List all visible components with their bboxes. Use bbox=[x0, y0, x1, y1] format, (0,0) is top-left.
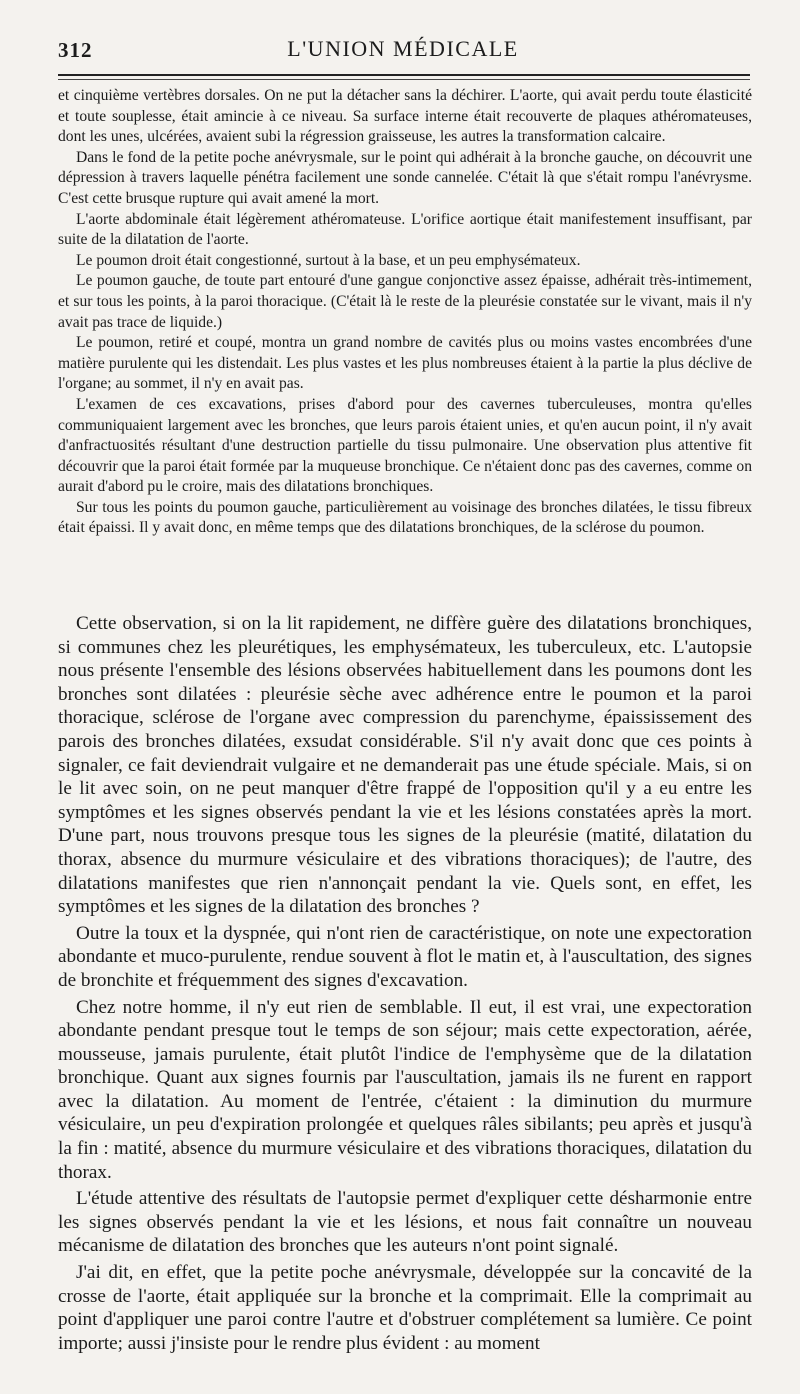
paragraph: Le poumon, retiré et coupé, montra un grand nombre de cavités plus ou moins vastes encombrées d'une matière purulente qui les distendait. Les plus vastes et les plus nombreuses étaient à la partie la plus déclive de l'organe; au sommet, il n'y en avait pas. bbox=[58, 334, 752, 393]
paragraph: L'examen de ces excavations, prises d'abord pour des cavernes tuberculeuses, montra qu'elles communiquaient largement avec les bronches, que leurs parois étaient unies, et qu'en aucun point, il n'y avait d'anfractuosités résultant d'une destruction partielle du tissu pulmonaire. Une observation plus attentive fit découvrir que la paroi était formée par la muqueuse bronchique. Ce n'étaient donc pas des cavernes, comme on aurait d'abord pu le croire, mais des dilatations bronchiques. bbox=[58, 395, 752, 496]
paragraph: Dans le fond de la petite poche anévrysmale, sur le point qui adhérait à la bronche gauche, on découvrit une dépression à travers laquelle pénétra facilement une sonde cannelée. C'était là que s'était rompu l'anévrysme. C'est cette brusque rupture qui avait amené la mort. bbox=[58, 148, 752, 207]
page-header bbox=[58, 34, 748, 64]
paragraph: Chez notre homme, il n'y eut rien de semblable. Il eut, il est vrai, une expectoration abondante pendant presque tout le temps de son séjour; mais cette expectoration, aérée, mousseuse, jamais purulente, était plutôt l'indice de l'emphysème que de la dilatation bronchique. Quant aux signes fournis par l'auscultation, jamais ils ne furent en rapport avec la dilatation. Au moment de l'entrée, c'étaient : la diminution du murmure vésiculaire, un peu d'expiration prolongée et quelques râles sibilants; peu après et jusqu'à la fin : matité, absence du murmure vésiculaire et des vibrations thoraciques, dilatation du thorax. bbox=[58, 996, 752, 1183]
header-rule-thin bbox=[58, 79, 750, 80]
paragraph: Sur tous les points du poumon gauche, particulièrement au voisinage des bronches dilatées, le tissu fibreux était épaissi. Il y avait donc, en même temps que des dilatations bronchiques, de la sclérose du poumon. bbox=[58, 498, 752, 537]
paragraph: Cette observation, si on la lit rapidement, ne diffère guère des dilatations bronchiques, si communes chez les pleurétiques, les emphysémateux, les tuberculeux, etc. L'autopsie nous présente l'ensemble des lésions observées habituellement dans les poumons dont les bronches sont dilatées : pleurésie sèche avec adhérence entre le poumon et la paroi thoracique, sclérose de l'organe avec compression du parenchyme, épaississement des parois des bronches dilatées, exsudat considérable. S'il n'y avait donc que ces points à signaler, ce fait deviendrait vulgaire et ne demanderait pas une étude spéciale. Mais, si on le lit avec soin, on ne peut manquer d'être frappé de l'opposition qu'il y a eu entre les symptômes et les signes observés pendant la vie et les lésions constatées après la mort. D'une part, nous trouvons presque tous les signes de la pleurésie (matité, dilatation du thorax, absence du murmure vésiculaire et des vibrations thoraciques); de l'autre, des dilatations manifestes que rien n'annonçait pendant la vie. Quels sont, en effet, les symptômes et les signes de la dilatation des bronches ? bbox=[58, 613, 752, 918]
paragraph: Outre la toux et la dyspnée, qui n'ont rien de caractéristique, on note une expectoration abondante et muco-purulente, rendue souvent à flot le matin et, à l'auscultation, des signes de bronchite et fréquemment des signes d'excavation. bbox=[58, 922, 752, 991]
paragraph: et cinquième vertèbres dorsales. On ne put la détacher sans la déchirer. L'aorte, qui avait perdu toute élasticité et toute souplesse, était amincie à ce niveau. Sa surface interne était recouverte de plaques athéromateuses, dont les unes, ulcérées, avaient subi la régression graisseuse, les autres la transformation calcaire. bbox=[58, 87, 752, 146]
case-report-section bbox=[58, 86, 752, 539]
paragraph: L'aorte abdominale était légèrement athéromateuse. L'orifice aortique était manifestement insuffisant, par suite de la dilatation de l'aorte. bbox=[58, 210, 752, 249]
page-number: 312 bbox=[58, 38, 93, 62]
paragraph: J'ai dit, en effet, que la petite poche anévrysmale, développée sur la concavité de la crosse de l'aorte, était appliquée sur la bronche et la comprimait. Elle la comprimait au point d'appliquer une paroi contre l'autre et d'obstruer complétement sa lumière. Ce point importe; aussi j'insiste pour le rendre plus évident : au moment bbox=[58, 1262, 752, 1354]
paragraph: Le poumon gauche, de toute part entouré d'une gangue conjonctive assez épaisse, adhérait très-intimement, et sur tous les points, à la paroi thoracique. (C'était là le reste de la pleurésie constatée sur le vivant, mais il n'y avait pas trace de liquide.) bbox=[58, 272, 752, 331]
header-rule bbox=[58, 74, 750, 76]
commentary-section bbox=[58, 612, 752, 1355]
paragraph: L'étude attentive des résultats de l'autopsie permet d'expliquer cette désharmonie entre les signes observés pendant la vie et les lésions, et nous fait connaître un nouveau mécanisme de dilatation des bronches que les auteurs n'ont point signalé. bbox=[58, 1188, 752, 1257]
paragraph: Le poumon droit était congestionné, surtout à la base, et un peu emphysémateux. bbox=[76, 251, 581, 269]
running-head: L'UNION MÉDICALE bbox=[287, 36, 519, 61]
